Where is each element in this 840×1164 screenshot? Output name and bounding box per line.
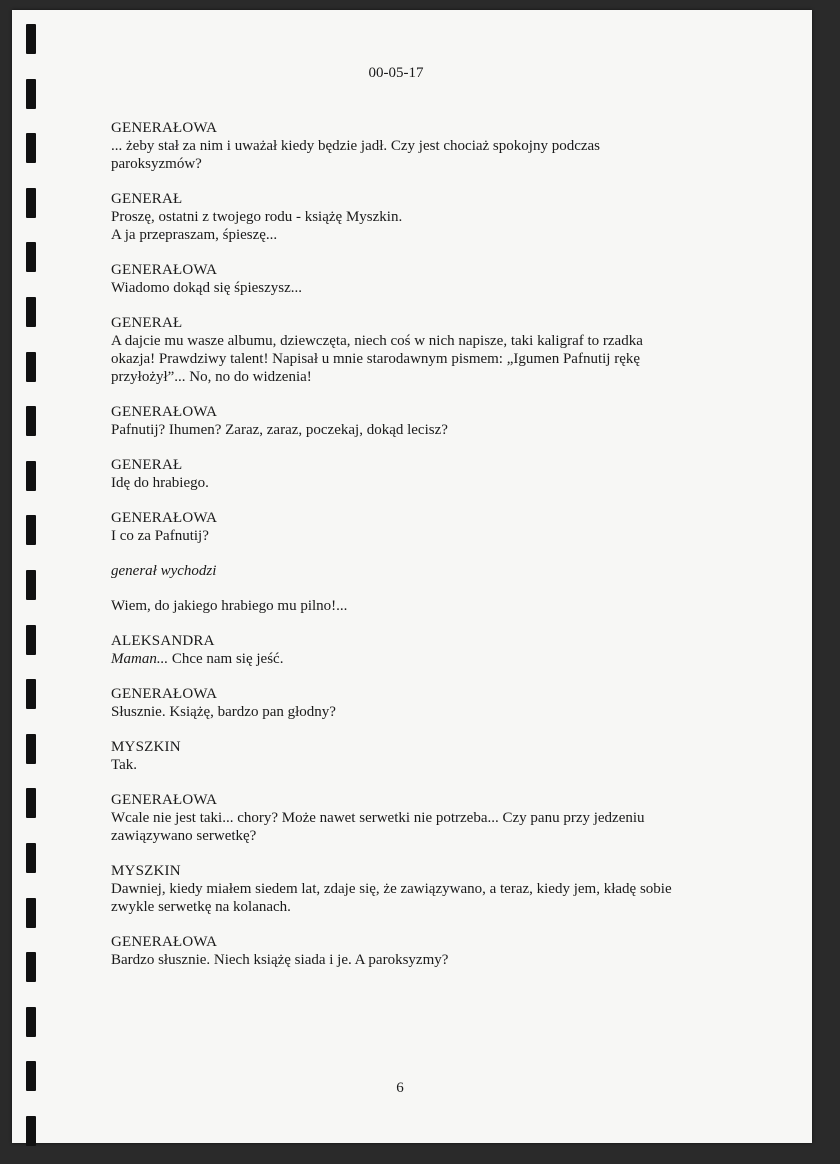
dialogue-block bbox=[111, 738, 723, 774]
dialogue-line bbox=[111, 898, 723, 916]
binding-hole bbox=[26, 515, 36, 545]
dialogue-block bbox=[111, 314, 723, 386]
line-text: Wiadomo dokąd się śpieszysz... bbox=[111, 280, 303, 296]
line-text: Słusznie. Książę, bardzo pan głodny? bbox=[111, 704, 336, 720]
binding-hole bbox=[26, 625, 36, 655]
speaker-name: MYSZKIN bbox=[111, 739, 181, 755]
line-text: przyłożył”... No, no do widzenia! bbox=[111, 369, 312, 385]
speaker-name: GENERAŁOWA bbox=[111, 686, 218, 702]
dialogue-line bbox=[111, 474, 723, 492]
binding-hole bbox=[26, 1007, 36, 1037]
line-text: Idę do hrabiego. bbox=[111, 475, 209, 491]
dialogue-line bbox=[111, 368, 723, 386]
dialogue-line bbox=[111, 809, 723, 827]
script-content bbox=[111, 119, 723, 986]
line-text: Tak. bbox=[111, 757, 138, 773]
speaker-name: GENERAŁ bbox=[111, 457, 183, 473]
dialogue-block bbox=[111, 261, 723, 297]
dialogue-block bbox=[111, 685, 723, 721]
binding-hole bbox=[26, 352, 36, 382]
binding-hole bbox=[26, 242, 36, 272]
dialogue-line bbox=[111, 527, 723, 545]
dialogue-line bbox=[111, 650, 723, 668]
dialogue-line bbox=[111, 226, 723, 244]
speaker-name: MYSZKIN bbox=[111, 863, 181, 879]
binding-hole bbox=[26, 788, 36, 818]
binding-holes bbox=[26, 10, 36, 1143]
dialogue-block bbox=[111, 562, 723, 580]
speaker-name: GENERAŁOWA bbox=[111, 792, 218, 808]
page-number: 6 bbox=[396, 1080, 404, 1096]
dialogue-line bbox=[111, 332, 723, 350]
dialogue-block bbox=[111, 403, 723, 439]
speaker-name: GENERAŁOWA bbox=[111, 120, 218, 136]
binding-hole bbox=[26, 79, 36, 109]
speaker-name: GENERAŁOWA bbox=[111, 510, 218, 526]
line-text: Dawniej, kiedy miałem siedem lat, zdaje się, że zawiązywano, a teraz, kiedy jem, kładę sobie bbox=[111, 881, 672, 897]
dialogue-block bbox=[111, 597, 723, 615]
speaker-name: GENERAŁ bbox=[111, 191, 183, 207]
dialogue-line bbox=[111, 421, 723, 439]
dialogue-line bbox=[111, 597, 723, 615]
dialogue-block bbox=[111, 933, 723, 969]
line-text: paroksyzmów? bbox=[111, 156, 202, 172]
dialogue-line bbox=[111, 155, 723, 173]
binding-hole bbox=[26, 133, 36, 163]
speaker-name: GENERAŁOWA bbox=[111, 934, 218, 950]
dialogue-block bbox=[111, 791, 723, 845]
dialogue-block bbox=[111, 509, 723, 545]
line-text: ... żeby stał za nim i uważał kiedy będzie jadł. Czy jest chociaż spokojny podczas bbox=[111, 138, 601, 154]
speaker-name: GENERAŁ bbox=[111, 315, 183, 331]
dialogue-line bbox=[111, 756, 723, 774]
stage-direction: generał wychodzi bbox=[111, 563, 217, 579]
dialogue-line bbox=[111, 208, 723, 226]
binding-hole bbox=[26, 297, 36, 327]
page-header-date: 00-05-17 bbox=[368, 65, 424, 81]
dialogue-line bbox=[111, 703, 723, 721]
binding-hole bbox=[26, 679, 36, 709]
binding-hole bbox=[26, 570, 36, 600]
dialogue-block bbox=[111, 119, 723, 173]
dialogue-block bbox=[111, 862, 723, 916]
dialogue-line bbox=[111, 827, 723, 845]
line-text: okazja! Prawdziwy talent! Napisał u mnie starodawnym pismem: „Igumen Pafnutij rękę bbox=[111, 351, 641, 367]
binding-hole bbox=[26, 843, 36, 873]
dialogue-line bbox=[111, 137, 723, 155]
dialogue-line bbox=[111, 951, 723, 969]
italic-prefix: Maman... bbox=[111, 651, 169, 667]
dialogue-line bbox=[111, 880, 723, 898]
line-text: Bardzo słusznie. Niech książę siada i je. A paroksyzmy? bbox=[111, 952, 449, 968]
binding-hole bbox=[26, 461, 36, 491]
speaker-name: GENERAŁOWA bbox=[111, 404, 218, 420]
speaker-name: GENERAŁOWA bbox=[111, 262, 218, 278]
binding-hole bbox=[26, 952, 36, 982]
line-text: A ja przepraszam, śpieszę... bbox=[111, 227, 278, 243]
dialogue-line bbox=[111, 279, 723, 297]
line-text: Pafnutij? Ihumen? Zaraz, zaraz, poczekaj, dokąd lecisz? bbox=[111, 422, 448, 438]
binding-hole bbox=[26, 1116, 36, 1146]
line-text: Proszę, ostatni z twojego rodu - książę Myszkin. bbox=[111, 209, 403, 225]
line-text: Wiem, do jakiego hrabiego mu pilno!... bbox=[111, 598, 348, 614]
line-text: zwykle serwetkę na kolanach. bbox=[111, 899, 291, 915]
dialogue-line bbox=[111, 350, 723, 368]
line-text: zawiązywano serwetkę? bbox=[111, 828, 257, 844]
document-page bbox=[12, 10, 812, 1143]
binding-hole bbox=[26, 734, 36, 764]
binding-hole bbox=[26, 24, 36, 54]
line-text: Chce nam się jeść. bbox=[168, 651, 284, 667]
dialogue-block bbox=[111, 456, 723, 492]
line-text: A dajcie mu wasze albumu, dziewczęta, niech coś w nich napisze, taki kaligraf to rzadka bbox=[111, 333, 643, 349]
binding-hole bbox=[26, 406, 36, 436]
line-text: I co za Pafnutij? bbox=[111, 528, 209, 544]
dialogue-block bbox=[111, 632, 723, 668]
speaker-name: ALEKSANDRA bbox=[111, 633, 215, 649]
line-text: Wcale nie jest taki... chory? Może nawet serwetki nie potrzeba... Czy panu przy jedzeniu bbox=[111, 810, 645, 826]
binding-hole bbox=[26, 188, 36, 218]
dialogue-block bbox=[111, 190, 723, 244]
binding-hole bbox=[26, 898, 36, 928]
